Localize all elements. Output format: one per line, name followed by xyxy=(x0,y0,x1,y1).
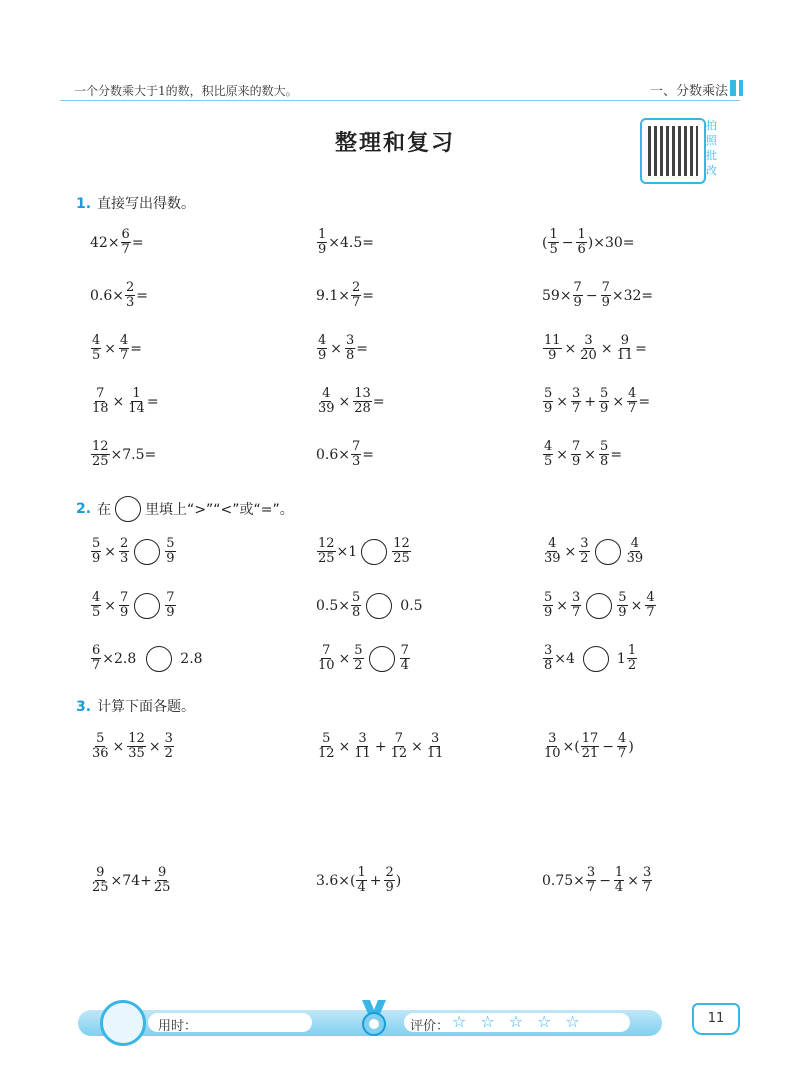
medal-icon xyxy=(356,998,392,1038)
header-divider xyxy=(60,100,740,101)
answer-circle[interactable] xyxy=(134,539,160,565)
calc-problem: $\frac{5}{36}$ × $\frac{12}{35}$ × $\frac{3}{2}$ xyxy=(92,731,173,761)
qr-code-pattern xyxy=(648,126,698,176)
section-1-heading xyxy=(76,193,195,213)
answer-circle[interactable] xyxy=(146,646,172,672)
header-hint: 一个分数乘大于1的数，积比原来的数大。 xyxy=(74,84,298,98)
problem: $\frac{11}{9}$ × $\frac{3}{20}$ × $\frac{9}{11}$ = xyxy=(544,333,647,363)
page-title: 整理和复习 xyxy=(334,131,455,156)
time-label: 用时： xyxy=(158,1019,198,1034)
section-instruction: 计算下面各题。 xyxy=(97,699,196,715)
problem: 0.6× $\frac{2}{3}$ = xyxy=(90,280,149,310)
calc-problem: 3.6×( $\frac{1}{4}$ + $\frac{2}{9}$ ) xyxy=(316,865,402,895)
star-rating[interactable]: ☆☆☆☆☆ xyxy=(452,1012,594,1031)
clock-icon xyxy=(100,1000,146,1046)
problem: $\frac{4}{9}$ × $\frac{3}{8}$ = xyxy=(318,333,369,363)
answer-circle[interactable] xyxy=(586,593,612,619)
evaluation-label: 评价： xyxy=(410,1019,450,1034)
problem: $\frac{4}{5}$ × $\frac{7}{9}$ × $\frac{5}{8}$ = xyxy=(544,439,623,469)
problem: 59× $\frac{7}{9}$ − $\frac{7}{9}$ ×32= xyxy=(542,280,654,310)
compare-problem: 0.5× $\frac{5}{8}$ 0.5 xyxy=(316,590,423,620)
calc-problem: $\frac{5}{12}$ × $\frac{3}{11}$ + $\frac{7}{12}$ × $\frac{3}{11}$ xyxy=(318,731,444,761)
answer-circle[interactable] xyxy=(361,539,387,565)
header-bar-decoration xyxy=(730,80,736,96)
qr-label: 拍照批改 xyxy=(706,119,717,177)
answer-circle[interactable] xyxy=(583,646,609,672)
header-bar-decoration xyxy=(739,80,743,96)
problem: 9.1× $\frac{2}{7}$ = xyxy=(316,280,375,310)
compare-problem: $\frac{6}{7}$ ×2.8 2.8 xyxy=(92,643,203,673)
answer-circle[interactable] xyxy=(595,539,621,565)
compare-problem: $\frac{5}{9}$ × $\frac{3}{7}$ $\frac{5}{9}$ × $\frac{4}{7}$ xyxy=(544,590,655,620)
calc-problem: $\frac{3}{10}$ ×( $\frac{17}{21}$ − $\frac{4}{7}$ ) xyxy=(544,731,634,761)
problem: ( $\frac{1}{5}$ − $\frac{1}{6}$ )×30= xyxy=(542,227,635,257)
qr-code[interactable] xyxy=(640,118,706,184)
answer-circle[interactable] xyxy=(369,646,395,672)
problem: $\frac{1}{9}$ ×4.5= xyxy=(318,227,375,257)
compare-problem: $\frac{5}{9}$ × $\frac{2}{3}$ $\frac{5}{9}$ xyxy=(92,536,175,566)
problem: 42× $\frac{6}{7}$ = xyxy=(90,227,144,257)
answer-circle[interactable] xyxy=(134,593,160,619)
problem: $\frac{12}{25}$ ×7.5= xyxy=(92,439,157,469)
page-number: 11 xyxy=(692,1003,740,1035)
problem: $\frac{4}{39}$ × $\frac{13}{28}$ = xyxy=(318,386,385,416)
compare-problem: $\frac{7}{10}$ × $\frac{5}{2}$ $\frac{7}{4}$ xyxy=(318,643,409,673)
section-number: 3. xyxy=(76,699,92,715)
section-number: 2. xyxy=(76,501,92,517)
section-2-heading: 2. 在 里填上“>”“<”或“=”。 xyxy=(76,496,294,522)
section-3-heading xyxy=(76,696,195,716)
problem: $\frac{5}{9}$ × $\frac{3}{7}$ + $\frac{5}{9}$ × $\frac{4}{7}$ = xyxy=(544,386,651,416)
answer-circle-example xyxy=(115,496,141,522)
problem: $\frac{4}{5}$ × $\frac{4}{7}$ = xyxy=(92,333,143,363)
calc-problem: 0.75× $\frac{3}{7}$ − $\frac{1}{4}$ × $\frac{3}{7}$ xyxy=(542,865,652,895)
compare-problem: $\frac{4}{39}$ × $\frac{3}{2}$ $\frac{4}{39}$ xyxy=(544,536,644,566)
compare-problem: $\frac{3}{8}$ ×4 1 $\frac{1}{2}$ xyxy=(544,643,637,673)
problem: $\frac{7}{18}$ × $\frac{1}{14}$ = xyxy=(92,386,159,416)
answer-circle[interactable] xyxy=(366,593,392,619)
section-instruction: 直接写出得数。 xyxy=(97,196,196,212)
section-number: 1. xyxy=(76,196,92,212)
chapter-label: 一、分数乘法 xyxy=(649,84,728,99)
compare-problem: $\frac{4}{5}$ × $\frac{7}{9}$ $\frac{7}{9}$ xyxy=(92,590,175,620)
compare-problem: $\frac{12}{25}$ ×1 $\frac{12}{25}$ xyxy=(318,536,410,566)
problem: 0.6× $\frac{7}{3}$ = xyxy=(316,439,375,469)
calc-problem: $\frac{9}{25}$ ×74+ $\frac{9}{25}$ xyxy=(92,865,171,895)
